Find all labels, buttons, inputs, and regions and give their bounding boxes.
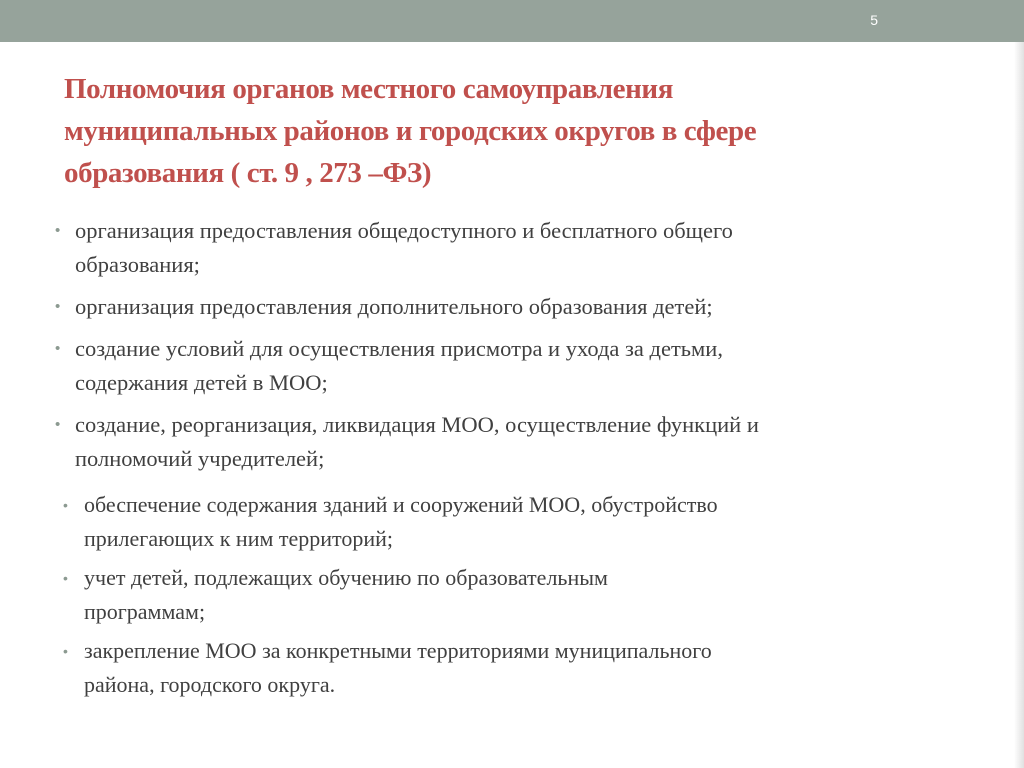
bullet-dot-icon: • [55,222,61,239]
bullet-dot-icon: • [63,643,68,659]
list-item-text: содержания детей в МОО; [75,370,328,395]
list-item-text: программам; [84,599,206,624]
list-item-text: организация предоставления дополнительного образования детей; [75,294,713,319]
slide-title [64,68,944,194]
bullet-dot-icon: • [63,570,68,586]
list-item-text: полномочий учредителей; [75,446,325,471]
slide-number: 5 [870,12,878,28]
top-bar [0,0,1024,42]
right-edge-shadow [1014,42,1024,768]
title-line: Полномочия органов местного самоуправления [64,73,673,105]
list-item [55,332,759,400]
list-item [63,488,718,556]
list-item-text: создание, реорганизация, ликвидация МОО, осуществление функций и [75,412,759,437]
list-item [55,408,759,476]
list-item-text: прилегающих к ним территорий; [84,526,394,551]
list-item [55,290,759,324]
list-item-text: организация предоставления общедоступного и бесплатного общего [75,218,733,243]
list-item-text: образования; [75,252,200,277]
bullet-dot-icon: • [63,497,68,513]
list-item [63,561,718,629]
title-line: муниципальных районов и городских округов в сфере [64,115,757,147]
list-item-text: учет детей, подлежащих обучению по образовательным [84,565,608,590]
secondary-bullet-list [63,488,718,707]
list-item-text: закрепление МОО за конкретными территориями муниципального [84,638,712,663]
list-item [63,634,718,702]
list-item-text: района, городского округа. [84,672,336,697]
bullet-dot-icon: • [55,298,61,315]
primary-bullet-list [55,214,759,484]
bullet-dot-icon: • [55,416,61,433]
list-item-text: создание условий для осуществления присмотра и ухода за детьми, [75,336,723,361]
title-line: образования ( ст. 9 , 273 –ФЗ) [64,157,432,189]
bullet-dot-icon: • [55,340,61,357]
list-item [55,214,759,282]
list-item-text: обеспечение содержания зданий и сооружений МОО, обустройство [84,492,718,517]
